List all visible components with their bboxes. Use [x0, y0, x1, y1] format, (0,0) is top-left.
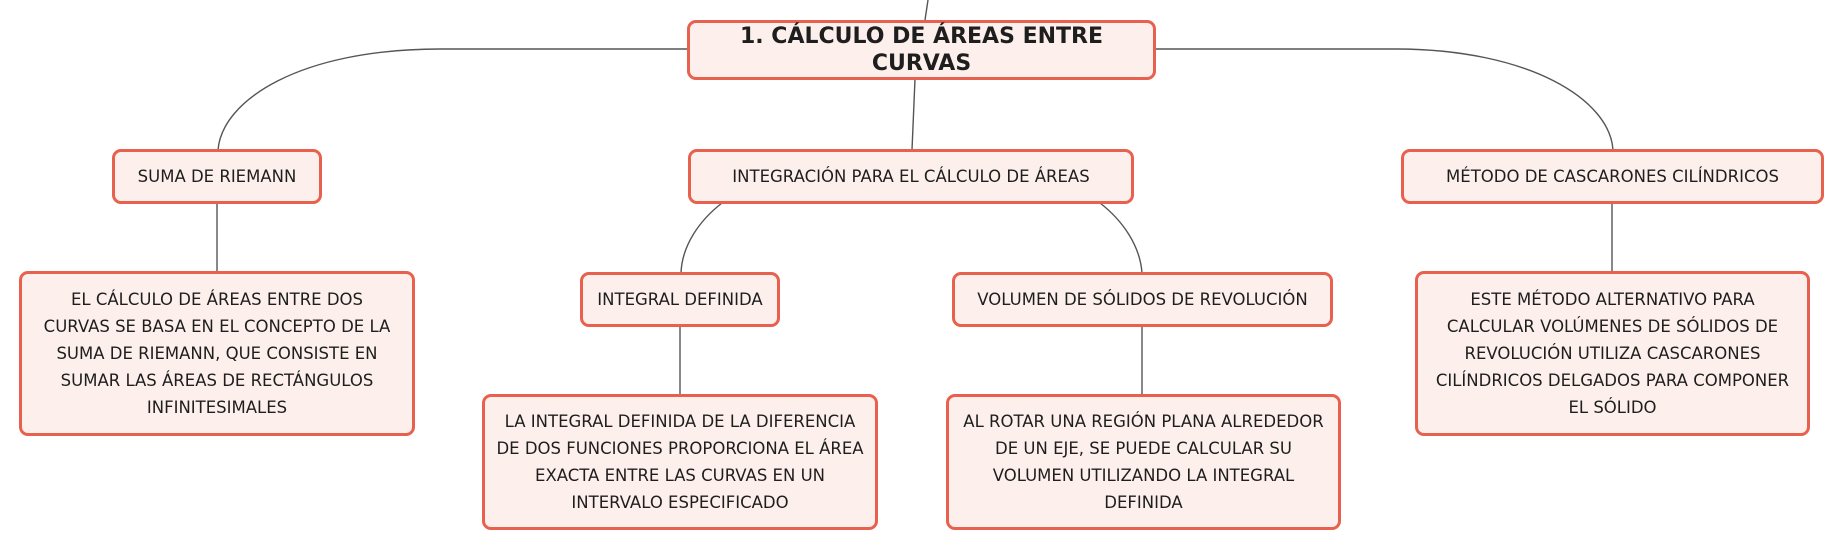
topic-metodo-cascarones[interactable] [1401, 149, 1824, 204]
detail-cascarones[interactable] [1415, 271, 1810, 436]
detail-volumen-solidos-text: AL ROTAR UNA REGIÓN PLANA ALREDEDOR DE UN EJE, SE PUEDE CALCULAR SU VOLUMEN UTILIZANDO LA INTEGRAL DEFINIDA [963, 412, 1324, 512]
detail-suma-de-riemann[interactable] [19, 271, 415, 436]
topic-integracion-areas-label: INTEGRACIÓN PARA EL CÁLCULO DE ÁREAS [732, 167, 1090, 186]
connector-root-cascarones [1155, 49, 1613, 150]
detail-suma-de-riemann-text: EL CÁLCULO DE ÁREAS ENTRE DOS CURVAS SE BASA EN EL CONCEPTO DE LA SUMA DE RIEMANN, QUE CONSISTE EN SUMAR LAS ÁREAS DE RECTÁNGULOS INFINITESIMALES [43, 290, 391, 417]
connector-integracion-integral [681, 203, 722, 273]
detail-integral-definida-text: LA INTEGRAL DEFINIDA DE LA DIFERENCIA DE DOS FUNCIONES PROPORCIONA EL ÁREA EXACTA ENTRE LAS CURVAS EN UN INTERVALO ESPECIFICADO [496, 412, 864, 512]
detail-cascarones-text: ESTE MÉTODO ALTERNATIVO PARA CALCULAR VOLÚMENES DE SÓLIDOS DE REVOLUCIÓN UTILIZA CASCARONES CILÍNDRICOS DELGADOS PARA COMPONER EL SÓLIDO [1435, 290, 1790, 417]
connector-root-integracion [912, 79, 915, 150]
topic-integracion-areas[interactable] [688, 149, 1134, 204]
detail-volumen-solidos[interactable] [946, 394, 1341, 530]
connector-parent-root [925, 0, 928, 20]
root-topic[interactable] [687, 20, 1156, 80]
root-topic-label: 1. CÁLCULO DE ÁREAS ENTRE CURVAS [739, 24, 1103, 76]
topic-suma-de-riemann[interactable] [112, 149, 322, 204]
connector-root-riemann [218, 49, 688, 150]
topic-suma-de-riemann-label: SUMA DE RIEMANN [137, 167, 297, 186]
topic-integral-definida[interactable] [580, 272, 780, 327]
topic-metodo-cascarones-label: MÉTODO DE CASCARONES CILÍNDRICOS [1446, 167, 1779, 186]
topic-integral-definida-label: INTEGRAL DEFINIDA [597, 290, 763, 309]
detail-integral-definida[interactable] [482, 394, 878, 530]
topic-volumen-solidos[interactable] [952, 272, 1333, 327]
connector-integracion-volumen [1100, 203, 1142, 273]
topic-volumen-solidos-label: VOLUMEN DE SÓLIDOS DE REVOLUCIÓN [977, 290, 1308, 309]
